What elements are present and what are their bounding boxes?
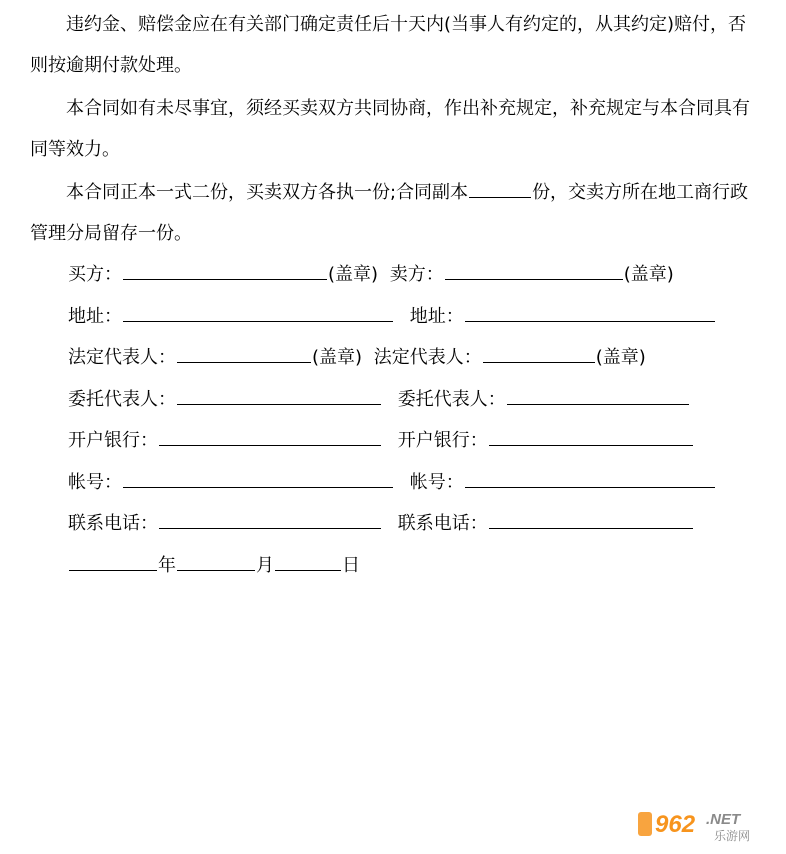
- paragraph-copies: [30, 172, 760, 254]
- row-agent: [68, 379, 690, 420]
- day-blank: [275, 546, 341, 571]
- seller-address-blank: [465, 297, 715, 322]
- buyer-bank-label: 开户银行：: [68, 430, 158, 451]
- row-address: [68, 296, 716, 337]
- watermark-digits: 962: [655, 811, 696, 838]
- watermark-cn: 乐游网: [714, 829, 751, 843]
- day-label: 日: [342, 555, 360, 576]
- buyer-label: 买方：: [68, 264, 122, 285]
- paragraph-supplementary-terms: 本合同如有未尽事宜，须经买卖双方共同协商，作出补充规定，补充规定与本合同具有同等效力。: [30, 98, 750, 160]
- seller-blank: [445, 255, 623, 280]
- buyer-bank-blank: [159, 421, 381, 446]
- buyer-address-label: 地址：: [68, 306, 122, 327]
- month-blank: [177, 546, 255, 571]
- buyer-seal: (盖章): [328, 264, 379, 285]
- seller-bank-label: 开户银行：: [397, 430, 488, 451]
- seller-phone-blank: [489, 504, 693, 529]
- seller-label: 卖方：: [389, 264, 444, 285]
- seller-legal-rep-seal: (盖章): [595, 347, 646, 368]
- buyer-blank: [123, 255, 327, 280]
- paragraph-copies-before: 本合同正本一式二份，买卖双方各执一份;合同副本: [66, 182, 469, 203]
- copies-blank: [469, 173, 531, 198]
- row-legal-rep: [68, 337, 646, 378]
- buyer-legal-rep-blank: [177, 338, 311, 363]
- row-parties: [68, 254, 674, 295]
- buyer-phone-blank: [159, 504, 381, 529]
- year-blank: [69, 546, 157, 571]
- buyer-account-label: 帐号：: [68, 472, 122, 493]
- seller-legal-rep-blank: [483, 338, 595, 363]
- seller-phone-label: 联系电话：: [397, 513, 488, 534]
- seller-bank-blank: [489, 421, 693, 446]
- seller-agent-label: 委托代表人：: [397, 389, 506, 410]
- seller-seal: (盖章): [623, 264, 674, 285]
- year-label: 年: [158, 555, 176, 576]
- seller-account-blank: [465, 463, 715, 488]
- watermark-net: .NET: [706, 811, 741, 828]
- buyer-legal-rep-label: 法定代表人：: [68, 347, 176, 368]
- row-bank: [68, 420, 694, 461]
- buyer-phone-label: 联系电话：: [68, 513, 158, 534]
- row-phone: [68, 503, 694, 544]
- month-label: 月: [256, 555, 274, 576]
- buyer-agent-label: 委托代表人：: [68, 389, 176, 410]
- buyer-account-blank: [123, 463, 393, 488]
- row-account: [68, 462, 716, 503]
- row-date: [68, 545, 360, 586]
- seller-legal-rep-label: 法定代表人：: [373, 347, 482, 368]
- seller-account-label: 帐号：: [409, 472, 464, 493]
- buyer-agent-blank: [177, 380, 381, 405]
- paragraph-copies-after: 份，交卖方所在地工商行政管理分局留存一份。: [30, 182, 749, 244]
- paragraph-liquidated-damages: 违约金、赔偿金应在有关部门确定责任后十天内(当事人有约定的，从其约定)赔付，否则按逾期付款处理。: [30, 14, 747, 76]
- site-watermark-logo: [638, 804, 778, 844]
- buyer-legal-rep-seal: (盖章): [312, 347, 363, 368]
- buyer-address-blank: [123, 297, 393, 322]
- seller-address-label: 地址：: [409, 306, 464, 327]
- seller-agent-blank: [507, 380, 689, 405]
